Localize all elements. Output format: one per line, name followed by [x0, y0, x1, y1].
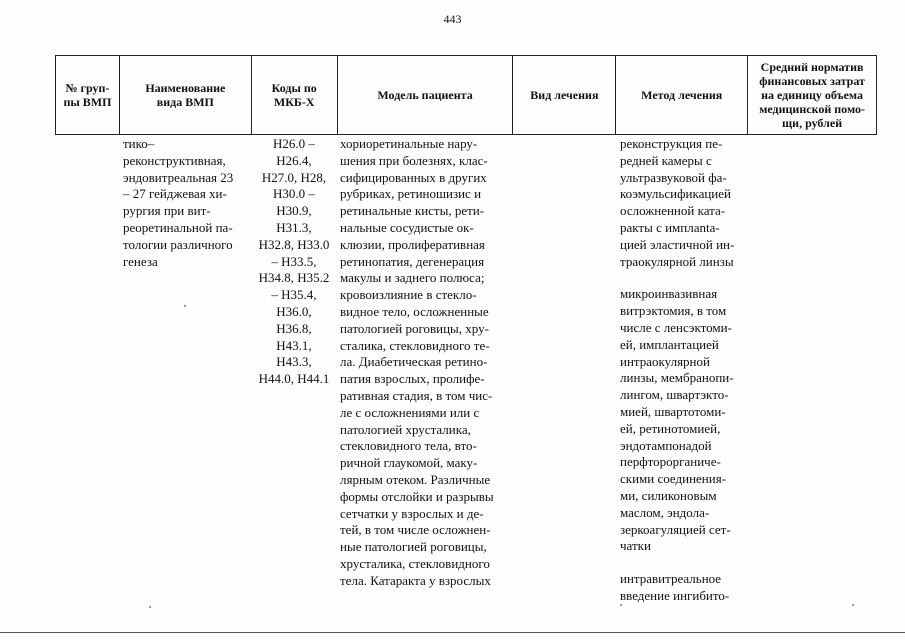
text-line: тела. Катаракта у взрослых	[340, 572, 491, 588]
text-line: эндовитреальная 23	[123, 169, 234, 185]
text-line: маслом, эндола-	[620, 504, 710, 520]
text-line: – H35.4,	[271, 287, 317, 303]
page-number: 443	[443, 12, 462, 26]
scan-speck	[149, 606, 151, 608]
scan-speck	[184, 305, 186, 307]
text-line: H36.0,	[276, 303, 312, 319]
text-line: тей, в том числе осложнен-	[340, 522, 491, 538]
method-block	[620, 571, 748, 605]
text-line: введение ингибито-	[620, 587, 730, 603]
cell-vmp-name	[119, 135, 251, 621]
text-line: скими соединения-	[620, 471, 727, 487]
text-line: патия взрослых, пролифе-	[340, 371, 485, 387]
text-line: H32.8, H33.0	[258, 236, 330, 252]
text-line: ей, имплантацией	[620, 336, 719, 352]
text-line: зеркоагуляцией сет-	[620, 521, 731, 537]
text-line: интраокулярной	[620, 353, 710, 369]
text-line: генеза	[123, 253, 158, 269]
text-line: микроинвазивная	[620, 286, 718, 302]
text-line: стекловидного тела, вто-	[340, 438, 477, 454]
text-line: коэмульсификацией	[620, 186, 731, 202]
text-line: ративная стадия, в том чис-	[340, 387, 493, 403]
table-row	[55, 135, 877, 621]
text-line: тико–	[123, 136, 155, 151]
text-line: осложненной ката-	[620, 203, 726, 219]
text-line: формы отслойки и разрывы	[340, 488, 494, 504]
header-icd-codes	[252, 56, 338, 134]
text-line: ретинальные кисты, рети-	[340, 203, 485, 219]
header-text: Наименование вида ВМП	[145, 81, 226, 109]
text-line: патологией хрусталика,	[340, 421, 471, 437]
text-line: видное тело, осложненные	[340, 303, 489, 319]
header-vmp-name	[120, 56, 252, 134]
text-line: нальные сосудистые ок-	[340, 219, 474, 235]
text-line: – H33.5,	[271, 253, 317, 269]
text-line: H44.0, H44.1	[258, 371, 330, 387]
text-line: клюзии, пролиферативная	[340, 236, 485, 252]
text-line: редней камеры с	[620, 152, 712, 168]
text-line: ей, ретинотомией,	[620, 420, 721, 436]
text-line: ле с осложнениями или с	[340, 404, 480, 420]
text-line: линзы, мембранопи-	[620, 370, 734, 386]
text-line: тологии различного	[123, 236, 233, 252]
header-treatment-type	[513, 56, 616, 134]
text-line: рургия при вит-	[123, 203, 211, 219]
text-line: кровоизлияние в стекло-	[340, 287, 477, 303]
text-line: сифицированных в других	[340, 169, 487, 185]
cell-average-cost	[748, 135, 877, 621]
text-line: интравитреальное	[620, 571, 722, 587]
text-line: ла. Диабетическая ретино-	[340, 354, 488, 370]
text-line: ретинопатия, дегенерация	[340, 253, 485, 269]
text-line: патологией роговицы, хру-	[340, 320, 489, 336]
text-line: лярным отеком. Различные	[340, 471, 491, 487]
text-line: витрэктомия, в том	[620, 303, 727, 319]
text-line: цией эластичной ин-	[620, 236, 735, 252]
text-line: траокулярной линзы	[620, 253, 734, 269]
text-line: H30.0 –	[273, 186, 315, 202]
vmp-table	[55, 55, 877, 621]
scan-speck	[620, 604, 622, 606]
method-block	[620, 136, 748, 270]
text-line: H26.0 –	[273, 136, 315, 151]
cell-treatment-method	[616, 135, 748, 621]
header-text: Коды по МКБ-Х	[271, 81, 317, 109]
header-text: Средний норматив финансовых затрат на единицу объема медицинской помо- щи, рублей	[759, 60, 865, 130]
text-line: H27.0, H28,	[261, 169, 327, 185]
text-line: реоретинальной па-	[123, 219, 233, 235]
text-line: реконструкция пе-	[620, 136, 723, 151]
page-bottom-rule	[0, 632, 905, 633]
text-line: рубриках, ретиношизис и	[340, 186, 482, 202]
header-treatment-method	[616, 56, 748, 134]
text-line: чатки	[620, 538, 651, 554]
text-line: макулы и заднего полюса;	[340, 270, 485, 286]
text-line: ми, силиконовым	[620, 487, 717, 503]
header-patient-model	[338, 56, 514, 134]
text-line: шения при болезнях, клас-	[340, 152, 488, 168]
header-text: Вид лечения	[530, 88, 599, 102]
text-line: H31.3,	[276, 219, 312, 235]
text-line: H26.4,	[276, 152, 312, 168]
header-text: Модель пациента	[377, 88, 473, 102]
text-line: H43.1,	[276, 337, 312, 353]
header-text: Метод лечения	[641, 88, 723, 102]
scan-speck	[852, 604, 854, 606]
text-line: лингом, швартэкто-	[620, 387, 729, 403]
text-line: сталика, стекловидного те-	[340, 337, 490, 353]
text-line: – 27 гейджевая хи-	[123, 186, 227, 202]
text-line: H34.8, H35.2	[258, 270, 330, 286]
text-line: сетчатки у взрослых и де-	[340, 505, 484, 521]
header-group-number	[56, 56, 120, 134]
text-line: эндотампонадой	[620, 437, 712, 453]
text-line: ричной глаукомой, маку-	[340, 455, 478, 471]
text-line: H43.3,	[276, 354, 312, 370]
cell-patient-model	[337, 135, 513, 621]
text-line: хрусталика, стекловидного	[340, 555, 490, 571]
text-line: числе с ленсэктоми-	[620, 319, 732, 335]
text-line: ные патологией роговицы,	[340, 539, 487, 555]
text-line: H30.9,	[276, 203, 312, 219]
cell-treatment-type	[513, 135, 616, 621]
text-line: хориоретинальные нару-	[340, 136, 478, 151]
table-header	[55, 55, 877, 135]
cell-group-number	[55, 135, 119, 621]
header-text: № груп- пы ВМП	[63, 81, 112, 109]
text-line: реконструктивная,	[123, 152, 226, 168]
method-block	[620, 286, 748, 555]
text-line: H36.8,	[276, 320, 312, 336]
text-line: ракты с имплanta-	[620, 219, 720, 235]
cell-icd-codes	[251, 135, 337, 621]
text-line: ультразвуковой фа-	[620, 169, 727, 185]
text-line: мией, швартотоми-	[620, 403, 726, 419]
text-line: перфторорганиче-	[620, 454, 721, 470]
header-average-cost	[748, 56, 877, 134]
